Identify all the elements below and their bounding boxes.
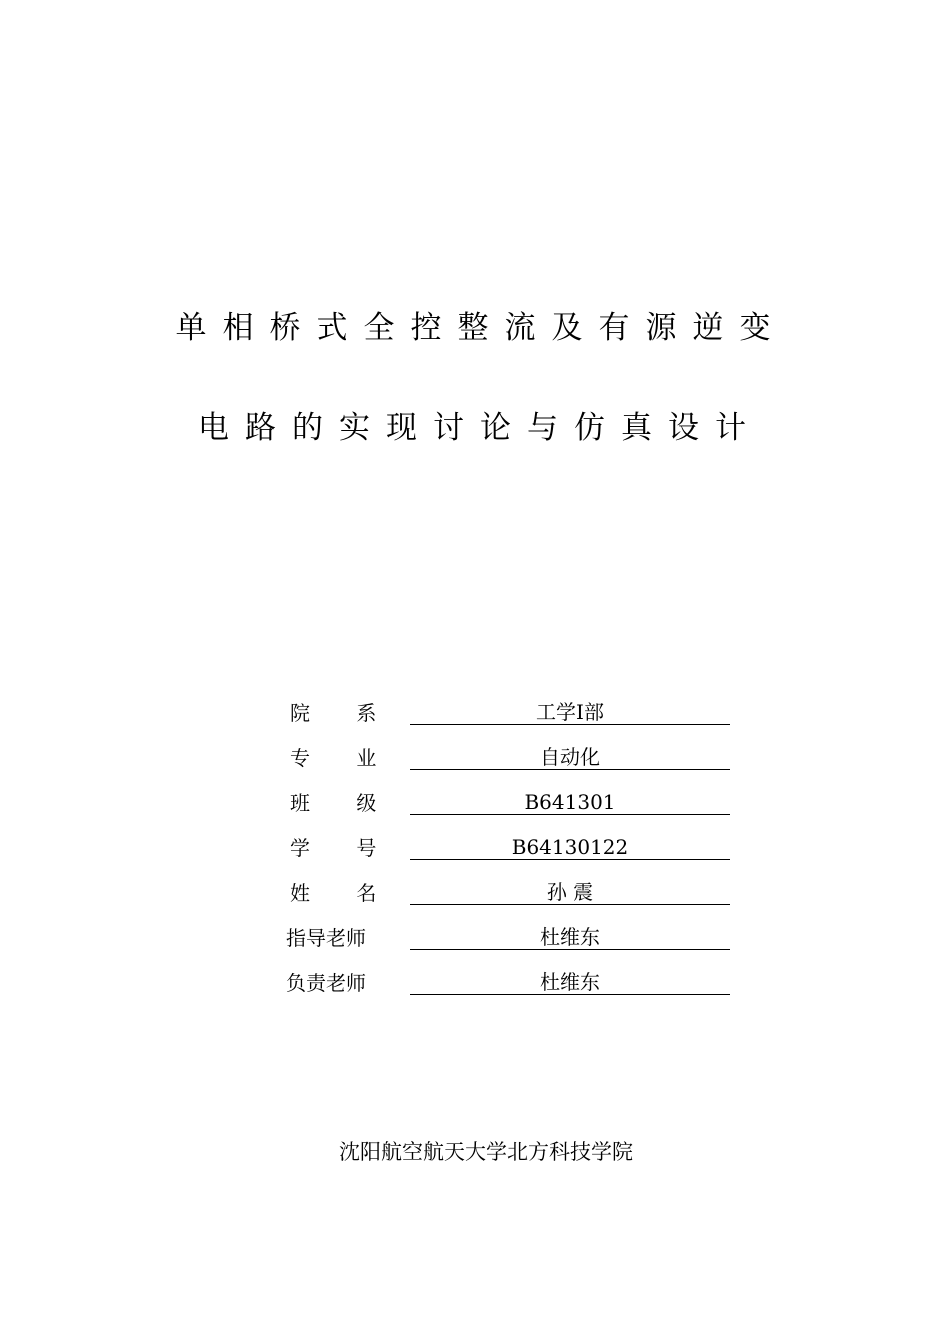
info-value-department: 工学Ⅰ部 — [410, 696, 730, 725]
info-value-class: B641301 — [410, 786, 730, 815]
info-value-major: 自动化 — [410, 741, 730, 770]
info-row-advisor — [270, 921, 740, 966]
info-row-responsible-teacher — [270, 966, 740, 1011]
info-value-advisor: 杜维东 — [410, 921, 730, 950]
info-row-class — [270, 786, 740, 831]
info-row-student-id — [270, 831, 740, 876]
info-label-class: 班 级 — [290, 791, 397, 815]
student-info-block — [270, 696, 740, 1011]
info-value-name: 孙 震 — [410, 876, 730, 905]
info-label-major: 专 业 — [290, 746, 397, 770]
info-label-advisor: 指导老师 — [286, 926, 366, 950]
info-label-department: 院 系 — [290, 701, 397, 725]
info-label-student-id: 学 号 — [290, 836, 397, 860]
info-label-responsible-teacher: 负责老师 — [286, 971, 366, 995]
institution-name: 沈阳航空航天大学北方科技学院 — [339, 1140, 633, 1164]
info-value-student-id: B64130122 — [410, 831, 730, 860]
title-line-2: 电路的实现讨论与仿真设计 — [198, 410, 762, 446]
info-row-name — [270, 876, 740, 921]
title-line-1: 单相桥式全控整流及有源逆变 — [175, 310, 787, 346]
info-value-responsible-teacher: 杜维东 — [410, 966, 730, 995]
info-row-department — [270, 696, 740, 741]
info-label-name: 姓 名 — [290, 881, 397, 905]
info-row-major — [270, 741, 740, 786]
